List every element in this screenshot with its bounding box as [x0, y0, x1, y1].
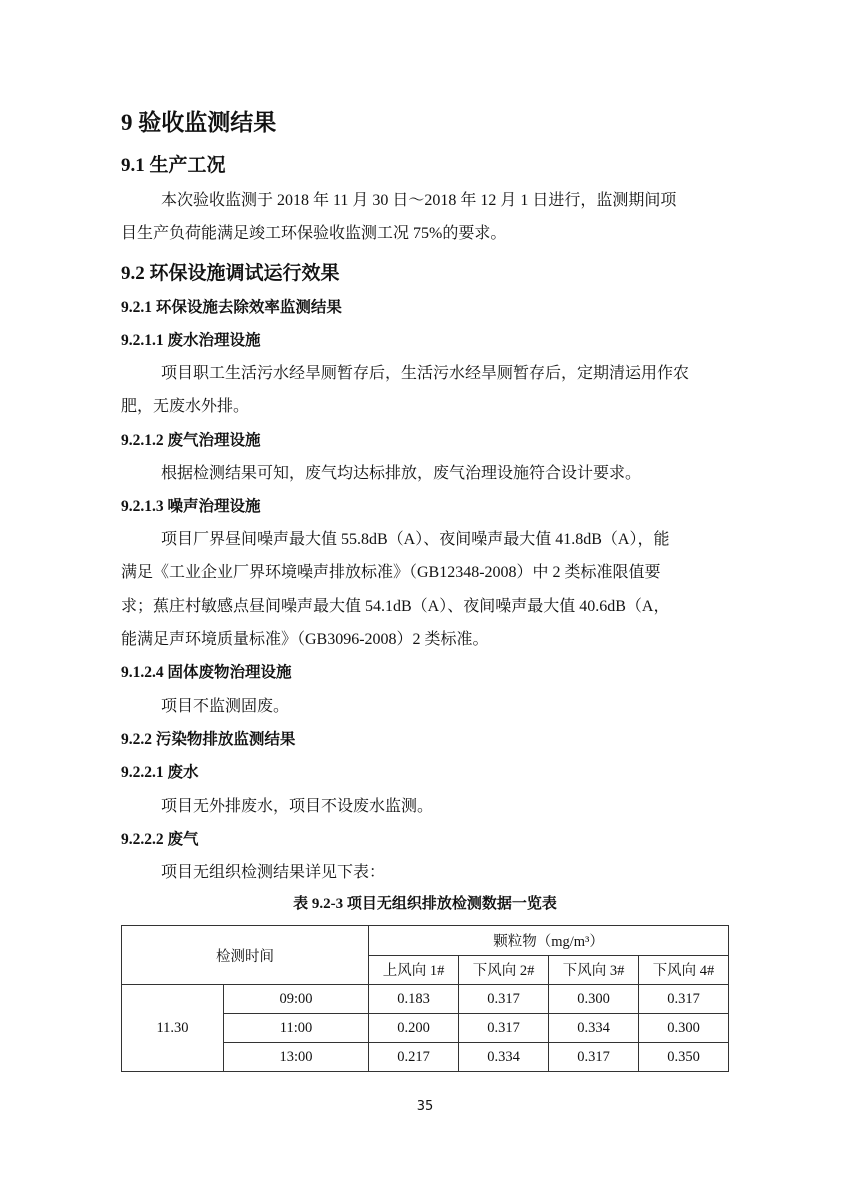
para-noise-line1: 项目厂界昼间噪声最大值 55.8dB（A）、夜间噪声最大值 41.8dB（A），能 [161, 531, 670, 548]
heading-9-2-2-1: 9.2.2.1 废水 [121, 764, 199, 781]
value-cell: 0.300 [639, 1014, 729, 1043]
para-noise-line4: 能满足声环境质量标准》（GB3096-2008）2 类标准。 [121, 631, 489, 648]
para-gas2: 项目无组织检测结果详见下表： [161, 864, 386, 881]
table-row [122, 985, 729, 1014]
heading-9-2-1-1: 9.2.1.1 废水治理设施 [121, 332, 261, 349]
heading-9-1-2-4: 9.1.2.4 固体废物治理设施 [121, 664, 292, 681]
header-time: 检测时间 [122, 926, 369, 985]
value-cell: 0.317 [549, 1043, 639, 1072]
para-9-1-line1: 本次验收监测于 2018 年 11 月 30 日～2018 年 12 月 1 日进行，监测期间项 [161, 192, 677, 209]
page-number: 35 [416, 1099, 434, 1114]
heading-9-2-2: 9.2.2 污染物排放监测结果 [121, 731, 296, 748]
date-cell: 11.30 [122, 985, 224, 1072]
col-header: 下风向 4# [639, 955, 729, 985]
heading-9-2-1-3: 9.2.1.3 噪声治理设施 [121, 498, 261, 515]
time-cell: 11:00 [224, 1014, 369, 1043]
heading-9-1: 9.1 生产工况 [121, 155, 226, 176]
para-solid: 项目不监测固废。 [161, 698, 290, 715]
value-cell: 0.300 [549, 985, 639, 1014]
time-cell: 13:00 [224, 1043, 369, 1072]
para-ww2: 项目无外排废水，项目不设废水监测。 [161, 798, 434, 815]
value-cell: 0.200 [369, 1014, 459, 1043]
header-pm: 颗粒物（mg/m³） [369, 926, 729, 956]
col-header: 上风向 1# [369, 955, 459, 985]
table-caption: 表 9.2-3 项目无组织排放检测数据一览表 [293, 896, 557, 912]
value-cell: 0.350 [639, 1043, 729, 1072]
col-header: 下风向 3# [549, 955, 639, 985]
heading-9-2-1-2: 9.2.1.2 废气治理设施 [121, 432, 261, 449]
value-cell: 0.217 [369, 1043, 459, 1072]
value-cell: 0.317 [459, 1014, 549, 1043]
value-cell: 0.317 [639, 985, 729, 1014]
emission-table [121, 925, 729, 1072]
heading-9-2-2-2: 9.2.2.2 废气 [121, 831, 199, 848]
value-cell: 0.334 [549, 1014, 639, 1043]
heading-9: 9 验收监测结果 [121, 110, 277, 135]
para-9-1-line2: 目生产负荷能满足竣工环保验收监测工况 75%的要求。 [121, 225, 507, 242]
col-header: 下风向 2# [459, 955, 549, 985]
value-cell: 0.317 [459, 985, 549, 1014]
value-cell: 0.334 [459, 1043, 549, 1072]
heading-9-2-1: 9.2.1 环保设施去除效率监测结果 [121, 299, 342, 316]
value-cell: 0.183 [369, 985, 459, 1014]
para-noise-line2: 满足《工业企业厂界环境噪声排放标准》（GB12348-2008）中 2 类标准限值要 [121, 564, 661, 581]
para-wastewater-line2: 肥，无废水外排。 [121, 398, 250, 415]
para-noise-line3: 求；蕉庄村敏感点昼间噪声最大值 54.1dB（A）、夜间噪声最大值 40.6dB（A， [121, 598, 670, 615]
para-gas: 根据检测结果可知，废气均达标排放，废气治理设施符合设计要求。 [161, 465, 642, 482]
time-cell: 09:00 [224, 985, 369, 1014]
heading-9-2: 9.2 环保设施调试运行效果 [121, 263, 340, 284]
para-wastewater-line1: 项目职工生活污水经旱厕暂存后，生活污水经旱厕暂存后，定期清运用作农 [161, 365, 690, 382]
